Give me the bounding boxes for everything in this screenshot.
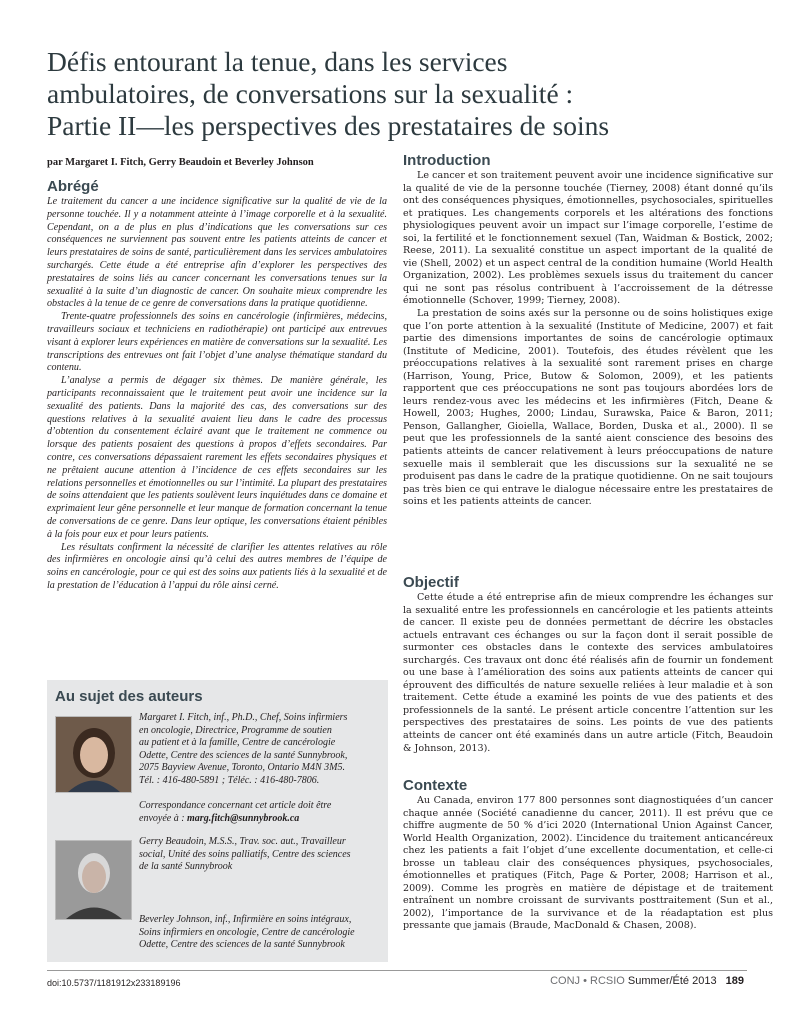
byline: par Margaret I. Fitch, Gerry Beaudoin et Beverley Johnson xyxy=(47,157,314,168)
doi-label: doi:10.5737/1181912x233189196 xyxy=(47,978,181,988)
author-bio-beaudoin xyxy=(139,836,384,874)
correspondence-note xyxy=(139,800,384,825)
footer-divider xyxy=(47,970,747,971)
abstract-paragraph: Trente-quatre professionnels des soins en cancérologie (infirmières, médecins, travailleurs sociaux et techniciens en radiothérapie) ont participé aux entrevues visant à explorer leurs expériences en matière de conversations sur la sexualité. Les transcriptions des entrevues ont fait l’objet d’une analyse thématique standard du contenu. xyxy=(47,311,387,374)
correspondence-email[interactable]: marg.fitch@sunnybrook.ca xyxy=(187,812,300,824)
abstract-paragraph: Les résultats confirment la nécessité de clarifier les attentes relatives au rôle des infirmières en oncologie ainsi qu’à celui des autres membres de l’équipe de soins en cancérologie, pour ce qui est des soins aux patients liés à la sexualité et de la prestation de l’éducation à l’appui du rôle ainsi cerné. xyxy=(47,541,387,591)
page-number: 189 xyxy=(725,975,744,987)
correspondence-line: Correspondance concernant cet article doit être xyxy=(139,800,332,811)
correspondence-line xyxy=(139,813,384,826)
abstract-paragraph: L’analyse a permis de dégager six thèmes. De manière générale, les participants reconnaissaient que le traitement peut avoir une incidence sur la sexualité des patients. Dans la majorité des cas, des conversations sur des questions relatives à la sexualité avaient lieu dans le cadre des processus d’obtention du consentement éclairé avant que le traitement ne commence ou lorsque des patients posaient des questions à propos d’effets secondaires. Par contre, ces conversations dépassaient rarement les effets secondaires physiques et ne prêtaient aucune attention à l’incidence de ces effets secondaires sur les relations personnelles et émotionnelles ou sur l’intimité. La plupart des prestataires de soins attendaient que les patients soulèvent leurs inquiétudes dans ce domaine et exprimaient leur gêne personnelle et leur manque de formation concernant la tenue de conversations de ce genre. Dans leur optique, les conversations étaient pénibles à la fois pour eux et pour leurs patients. xyxy=(47,375,387,540)
objectif-heading: Objectif xyxy=(403,574,459,591)
author-bio-fitch xyxy=(139,712,384,787)
title-line: Partie II—les perspectives des prestataires de soins xyxy=(47,110,610,141)
bio-line: Soins infirmiers en oncologie, Centre de cancérologie xyxy=(139,926,355,938)
abstract-paragraph: Le traitement du cancer a une incidence significative sur la qualité de vie de la personne touchée. Il y a notamment atteinte à l’image corporelle et à la sexualité. Cependant, on a de plus en plus d’indications que les conversations sur ces conséquences ne surviennent pas souvent entre les patients atteints de cancer et leurs prestataires de soins de santé, particulièrement dans les services ambulatoires surchargés. Cette étude a été entreprise afin d’explorer les perspectives des prestataires de soins liés au cancer concernant les conversations tenues sur la sexualité à la suite d’un diagnostic de cancer. On souhaite mieux comprendre les obstacles à la tenue de ce genre de conversations dans la pratique quotidienne. xyxy=(47,196,387,310)
body-paragraph: Le cancer et son traitement peuvent avoir une incidence significative sur la qualité de vie de la personne touchée (Tierney, 2008) étant donné qu’ils ont des conséquences physiques, émotionnelles, psychosociales, spirituelles et pratiques. Les changements corporels et les altérations des fonctions physiologiques peuvent avoir un impact sur l’image corporelle, l’estime de soi, la fertilité et le fonctionnement sexuel (Tan, Waidman & Bostick, 2002; Reese, 2011). La sexualité constitue un aspect important de la qualité de vie (Shell, 2002) et un aspect central de la condition humaine (World Health Organization, 2002). Les problèmes sexuels issus du traitement du cancer qui ne sont pas résolus contribuent à l’accroissement de la détresse émotionnelle (Schover, 1999; Tierney, 2008). xyxy=(403,170,774,307)
contexte-section xyxy=(403,795,773,933)
authors-heading: Au sujet des auteurs xyxy=(55,688,203,705)
bio-line: Margaret I. Fitch, inf., Ph.D., Chef, Soins infirmiers xyxy=(139,712,348,723)
portrait-image xyxy=(56,841,131,919)
abstract-heading: Abrégé xyxy=(47,178,99,195)
bio-line: de la santé Sunnybrook xyxy=(139,861,233,872)
title-line: ambulatoires, de conversations sur la sexualité : xyxy=(47,78,574,109)
bio-line: Odette, Centre des sciences de la santé Sunnybrook, xyxy=(139,749,348,761)
bio-line: Tél. : 416-480-5891 ; Téléc. : 416-480-7806. xyxy=(139,774,320,786)
bio-line: en oncologie, Directrice, Programme de soutien xyxy=(139,724,332,736)
body-paragraph: La prestation de soins axés sur la personne ou de soins holistiques exige que l’on porte attention à la sexualité (Institute of Medicine, 2007) et fait partie des dimensions importantes de soins de cancérologie optimaux (Institute of Medicine, 2001). Toutefois, des études révèlent que les préoccupations relatives à la sexualité sont rarement prises en charge (Harrison, Young, Price, Butow & Solomon, 2009), et les patients rapportent que ces préoccupations ne sont pas toujours abordées lors de leurs rendez-vous avec les médecins et les infirmières (Fitch, Deane & Howell, 2003; Hughes, 2000; Lindau, Surawska, Paice & Baron, 2011; Penson, Gallangher, Gioiella, Wallace, Borden, Duska et al., 2000). Il se peut que les professionnels de la santé aient conscience des besoins des patients atteints de cancer relativement à leurs préoccupations de nature sexuelle mais il semblerait que les discussions sur la sexualité ne se produisent pas dans le cadre de la pratique quotidienne. On ne sait toujours pas très bien ce qui entrave le dialogue nécessaire entre les prestataires de soins et les patients atteints de cancer. xyxy=(403,308,773,508)
body-paragraph: Au Canada, environ 177 800 personnes sont diagnostiquées d’un cancer chaque année (Société canadienne du cancer, 2011). Il est prévu que ce chiffre augmente de 50 % d’ici 2020 (International Union Against Cancer, World Health Organization, 2002). L’incidence du traitement anticancéreux chez les patients a fait l’objet d’une excellente documentation, et celle-ci brosse un tableau clair des conséquences physiques, psychosociales, émotionnelles et pratiques (Fitch, Page & Porter, 2008; Harrison et al., 2009). Comme les progrès en matière de dépistage et de traitement entraînent un nombre croissant de survivants posttraitement (Sun et al., 2002), l’importance de la survivance et de la réadaptation est plus pressante que jamais (Braude, MacDonald & Chasen, 2008). xyxy=(403,795,773,932)
bio-line: 2075 Bayview Avenue, Toronto, Ontario M4N 3M5. xyxy=(139,762,346,773)
bio-line: Beverley Johnson, inf., Infirmière en soins intégraux, xyxy=(139,914,352,925)
issue-label: Summer/Été 2013 xyxy=(627,975,717,987)
author-photo-beaudoin xyxy=(55,840,132,920)
bio-line: Odette, Centre des sciences de la santé Sunnybrook xyxy=(139,939,345,950)
objectif-section xyxy=(403,592,773,755)
author-bio-johnson xyxy=(139,914,384,952)
correspondence-prefix: envoyée à : xyxy=(139,812,188,824)
title-line: Défis entourant la tenue, dans les services xyxy=(47,46,508,77)
article-title xyxy=(47,46,757,142)
page-footer xyxy=(550,975,744,987)
introduction-section xyxy=(403,170,773,509)
bio-line: au patient et à la famille, Centre de cancérologie xyxy=(139,737,336,748)
journal-name: CONJ • RCSIO xyxy=(550,975,625,987)
abstract xyxy=(47,196,387,593)
portrait-image xyxy=(56,717,131,792)
contexte-heading: Contexte xyxy=(403,777,468,794)
author-photo-fitch xyxy=(55,716,132,793)
introduction-heading: Introduction xyxy=(403,152,491,169)
bio-line: Gerry Beaudoin, M.S.S., Trav. soc. aut., Travailleur xyxy=(139,836,346,847)
bio-line: social, Unité des soins palliatifs, Centre des sciences xyxy=(139,848,351,860)
about-authors-box xyxy=(47,680,388,962)
body-paragraph: Cette étude a été entreprise afin de mieux comprendre les échanges sur la sexualité entre les professionnels en cancérologie et les patients atteints de cancer. Il existe peu de données permettant de décrire les obstacles actuels entravant ces échanges ou sur la façon dont il serait possible de surmonter ces obstacles dans le contexte des services ambulatoires surchargés. Ces travaux ont donc été réalisés afin de fournir un fondement ou une base à l’amélioration des soins aux patients atteints de cancer qui éprouvent des difficultés de nature sexuelle reliées à leur maladie et à son traitement. Cette étude a examiné les points de vue des patients et des professionnels de la santé. Le présent article concentre l’attention sur les perspectives des prestataires de soins. Les points de vue des patients atteints de cancer ont été examinés dans un autre article (Fitch, Beaudoin & Johnson, 2013). xyxy=(403,592,773,754)
